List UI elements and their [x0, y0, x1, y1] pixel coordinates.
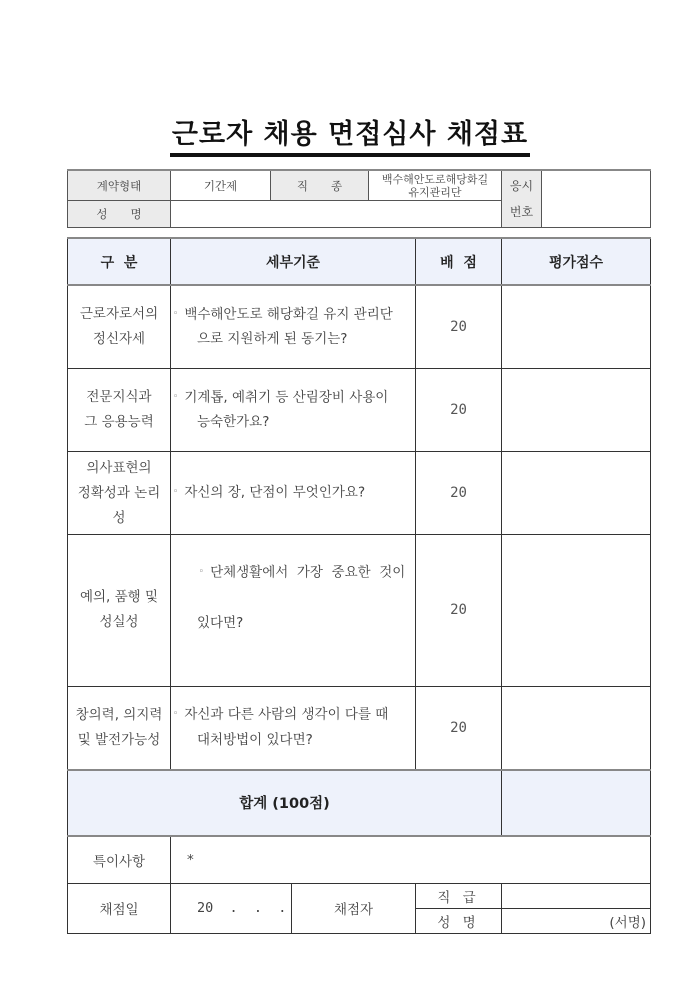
exam-number-label-line1: 응시	[509, 179, 534, 193]
score-input[interactable]	[502, 452, 651, 535]
criteria-cell	[171, 285, 416, 369]
bullet-icon: ◦	[198, 567, 205, 577]
category-line: 예의, 품행 및	[79, 589, 159, 606]
category-line: 정신자세	[92, 331, 146, 347]
score-input[interactable]	[502, 535, 651, 687]
category-line: 의사표현의	[86, 459, 152, 476]
job-label: 직 종	[271, 170, 369, 201]
bullet-icon: ◦	[173, 391, 179, 402]
job-value[interactable]	[369, 170, 502, 201]
category-line: 전문지식과	[86, 389, 152, 405]
category-line: 성실성	[99, 614, 139, 631]
category-line: 그 응용능력	[84, 414, 154, 430]
exam-number-label	[502, 170, 542, 228]
bullet-icon: ◦	[173, 487, 179, 498]
table-row	[68, 369, 651, 452]
grading-date-input[interactable]: 20 . . .	[171, 883, 292, 933]
criteria-cell	[171, 686, 416, 770]
header-points: 배 점	[416, 238, 502, 285]
exam-number-value[interactable]	[542, 170, 651, 228]
notes-input[interactable]: *	[171, 836, 651, 884]
points-cell: 20	[416, 535, 502, 687]
criteria-line: 단체생활에서 가장 중요한 것이	[210, 564, 406, 581]
contract-type-label: 계약형태	[68, 170, 171, 201]
header-score: 평가점수	[502, 238, 651, 285]
category-line: 정확성과 논리	[77, 484, 161, 501]
category-cell	[68, 285, 171, 369]
criteria-line: 능숙한가요?	[197, 414, 270, 431]
applicant-info-table	[67, 169, 651, 228]
category-cell	[68, 535, 171, 687]
points-cell: 20	[416, 285, 502, 369]
category-cell	[68, 369, 171, 452]
criteria-cell	[171, 369, 416, 452]
criteria-cell	[171, 452, 416, 535]
title-text: 근로자 채용 면접심사 채점표	[170, 118, 530, 157]
table-row	[68, 535, 651, 687]
criteria-line: 기계톱, 예취기 등 산림장비 사용이	[184, 389, 389, 406]
scoring-table	[67, 237, 651, 934]
contract-type-value[interactable]: 기간제	[171, 170, 271, 201]
exam-number-label-line2: 번호	[509, 205, 534, 219]
table-row	[68, 452, 651, 535]
score-input[interactable]	[502, 285, 651, 369]
total-score-input[interactable]	[502, 770, 651, 836]
bullet-icon: ◦	[173, 308, 179, 319]
signature-row	[68, 883, 651, 908]
category-cell	[68, 686, 171, 770]
page-title	[0, 118, 700, 157]
points-cell: 20	[416, 369, 502, 452]
category-line: 성	[112, 509, 126, 526]
rank-label: 직 급	[416, 883, 502, 908]
rank-input[interactable]	[502, 883, 651, 908]
score-input[interactable]	[502, 686, 651, 770]
bullet-icon: ◦	[173, 709, 179, 720]
total-label: 합계 (100점)	[68, 770, 502, 836]
total-row	[68, 770, 651, 836]
job-value-line1: 백수해안도로해당화길	[381, 172, 489, 186]
criteria-line: 대처방법이 있다면?	[197, 731, 313, 748]
criteria-line: 으로 지원하게 된 동기는?	[197, 331, 348, 348]
notes-row	[68, 836, 651, 884]
criteria-line: 백수해안도로 해당화길 유지 관리단	[184, 306, 393, 323]
criteria-line: 자신과 다른 사람의 생각이 다를 때	[184, 706, 389, 723]
category-line: 창의력, 의지력	[75, 706, 163, 723]
grading-date-label: 채점일	[68, 883, 171, 933]
name-label: 성 명	[68, 201, 171, 228]
criteria-cell	[171, 535, 416, 687]
table-row	[68, 686, 651, 770]
grader-name-label: 성 명	[416, 908, 502, 933]
points-cell: 20	[416, 452, 502, 535]
header-category: 구 분	[68, 238, 171, 285]
category-line: 근로자로서의	[79, 306, 159, 322]
score-input[interactable]	[502, 369, 651, 452]
header-criteria: 세부기준	[171, 238, 416, 285]
criteria-line: 있다면?	[197, 614, 244, 631]
table-row	[68, 285, 651, 369]
criteria-line: 자신의 장, 단점이 무엇인가요?	[184, 484, 366, 501]
points-cell: 20	[416, 686, 502, 770]
signature-field[interactable]: (서명)	[502, 908, 651, 933]
notes-label: 특이사항	[68, 836, 171, 884]
category-line: 및 발전가능성	[77, 731, 161, 748]
job-value-line2: 유지관리단	[408, 185, 462, 199]
category-cell	[68, 452, 171, 535]
name-value[interactable]	[171, 201, 502, 228]
grader-label: 채점자	[292, 883, 416, 933]
